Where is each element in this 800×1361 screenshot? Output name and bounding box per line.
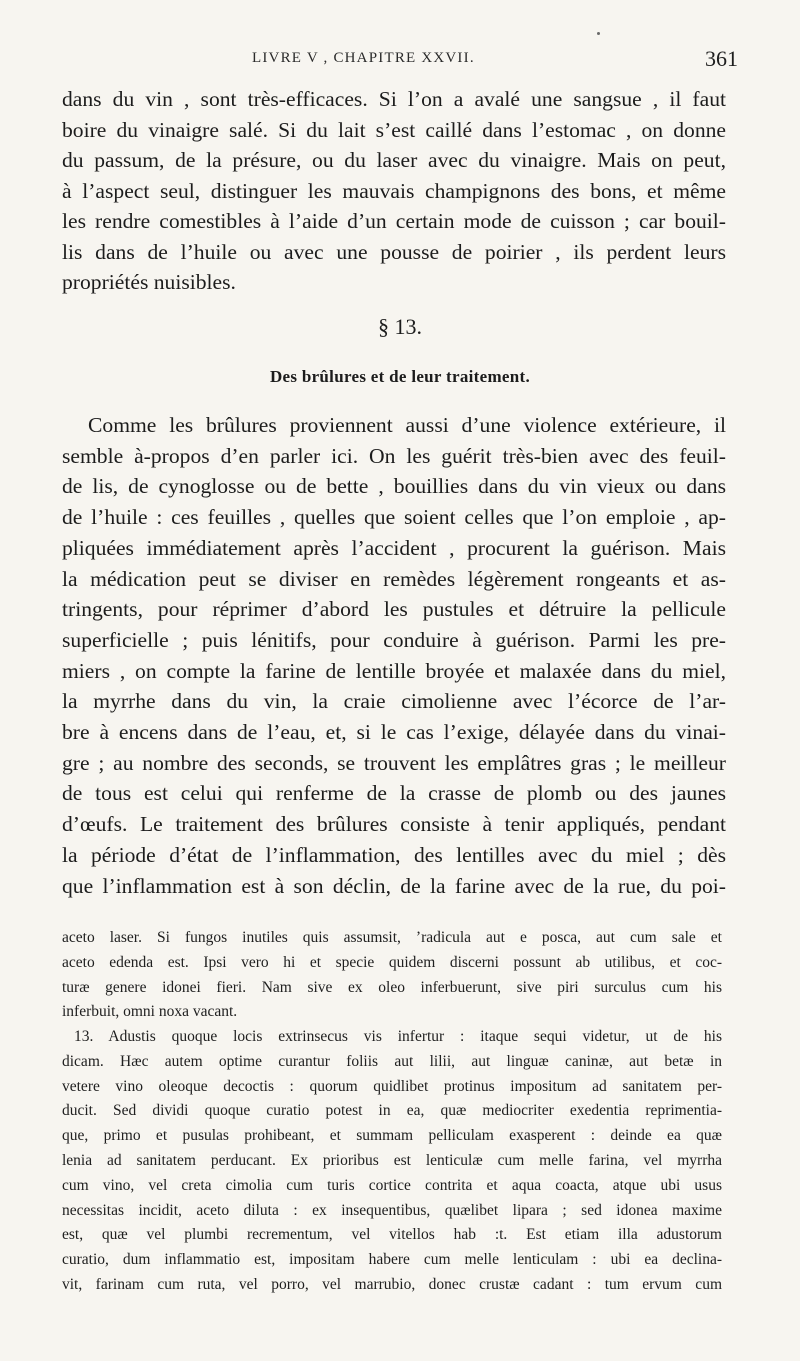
ink-speck <box>597 32 600 35</box>
text-line: de l’huile : ces feuilles , quelles que soient celles que l’on emploie , ap- <box>62 505 726 530</box>
text-line: la médication peut se diviser en remèdes légèrement rongeants et as- <box>62 566 726 591</box>
text-line: dans du vin , sont très-efficaces. Si l’on a avalé une sangsue , il faut <box>62 87 726 111</box>
text-line: pliquées immédiatement après l’accident , procurent la guérison. Mais <box>62 535 726 560</box>
text-line: Comme les brûlures proviennent aussi d’une violence extérieure, il <box>88 413 726 437</box>
text-line: lis dans de l’huile ou avec une pousse de poirier , ils perdent leurs <box>62 239 726 264</box>
text-line: de lis, de cynoglosse ou de bette , bouillies dans du vin vieux ou dans <box>62 474 726 499</box>
text-line: superficielle ; puis lénitifs, pour conduire à guérison. Parmi les pre- <box>62 627 726 652</box>
note-line: ducit. Sed dividi quoque curatio potest in ea, quæ mediocriter exedentia reprimentia- <box>62 1102 722 1120</box>
note-line: vit, farinam cum ruta, vel porro, vel marrubio, donec crustæ cadant : tum ervum cum <box>62 1275 722 1293</box>
note-line: aceto edenda est. Ipsi vero hi et specie quidem discerni possunt ab utilibus, et coc- <box>62 953 722 971</box>
section-title: Des brûlures et de leur traitement. <box>269 367 531 386</box>
continued-paragraph <box>62 84 726 298</box>
note-line: dicam. Hæc autem optime curantur foliis aut lilii, aut linguæ caninæ, aut betæ in <box>62 1052 722 1070</box>
note-line: aceto laser. Si fungos inutiles quis assumsit, ’radicula aut e posca, aut cum sale et <box>62 929 722 946</box>
latin-note-section-13 <box>62 1025 722 1298</box>
text-line: du passum, de la présure, ou du laser avec du vinaigre. Mais on peut, <box>62 148 726 172</box>
text-line: propriétés nuisibles. <box>62 270 236 294</box>
note-line: vetere vino oleoque decoctis : quorum quidlibet protinus impositum ad sanitatem per- <box>62 1077 722 1095</box>
note-line: curatio, dum inflammatio est, impositam habere cum melle lenticulam : ubi ea declina- <box>62 1251 722 1269</box>
running-head <box>62 46 738 76</box>
text-line: semble à-propos d’en parler ici. On les guérit très-bien avec des feuil- <box>62 443 726 468</box>
note-line: necessitas incidit, aceto diluta : ex insequentibus, quælibet lipara ; sed idonea maxime <box>62 1201 722 1219</box>
text-line: miers , on compte la farine de lentille broyée et malaxée dans du miel, <box>62 658 726 683</box>
text-line: les rendre comestibles à l’aide d’un certain mode de cuisson ; car bouil- <box>62 209 726 233</box>
note-line: inferbuit, omni noxa vacant. <box>62 1003 238 1021</box>
note-line: cum vino, vel creta cimolia cum turis cortice contrita et aqua coacta, atque ubi usus <box>62 1176 722 1194</box>
text-line: tringents, pour réprimer d’abord les pustules et détruire la pellicule <box>62 597 726 622</box>
text-line: la myrrhe dans du vin, la craie cimolienne avec l’écorce de l’ar- <box>62 689 726 714</box>
page-number: 361 <box>705 46 738 71</box>
latin-note-continued <box>62 926 722 1025</box>
note-line: turæ genere idonei fieri. Nam sive ex oleo inferbuerunt, sive piri surculus cum his <box>62 978 722 996</box>
note-line: 13. Adustis quoque locis extrinsecus vis infertur : itaque sequi videtur, ut de his <box>74 1028 722 1045</box>
text-line: que l’inflammation est à son déclin, de la farine avec de la rue, du poi- <box>62 873 726 898</box>
text-line: d’œufs. Le traitement des brûlures consiste à tenir appliqués, pendant <box>62 812 726 837</box>
text-line: boire du vinaigre salé. Si du lait s’est caillé dans l’estomac , on donne <box>62 117 726 142</box>
note-line: est, quæ vel plumbi recrementum, vel vitellos hab :t. Est etiam illa adustorum <box>62 1226 722 1244</box>
note-line: que, primo et pusulas prohibeant, et summam pelliculam exasperent : deinde ea quæ <box>62 1127 722 1145</box>
text-line: de tous est celui qui renferme de la crasse de plomb ou des jaunes <box>62 781 726 806</box>
running-title: LIVRE V , CHAPITRE XXVII. <box>252 50 475 66</box>
section-paragraph <box>62 410 726 901</box>
text-line: à l’aspect seul, distinguer les mauvais champignons des bons, et même <box>62 178 726 203</box>
text-line: la période d’état de l’inflammation, des lentilles avec du miel ; dès <box>62 842 726 867</box>
text-line: bre à encens dans de l’eau, et, si le cas l’exige, délayée dans du vinai- <box>62 720 726 745</box>
text-line: gre ; au nombre des seconds, se trouvent les emplâtres gras ; le meilleur <box>62 750 726 775</box>
section-number: § 13. <box>378 314 422 339</box>
note-line: lenia ad sanitatem perducant. Ex prioribus est lenticulæ cum melle farina, vel myrrha <box>62 1151 722 1169</box>
